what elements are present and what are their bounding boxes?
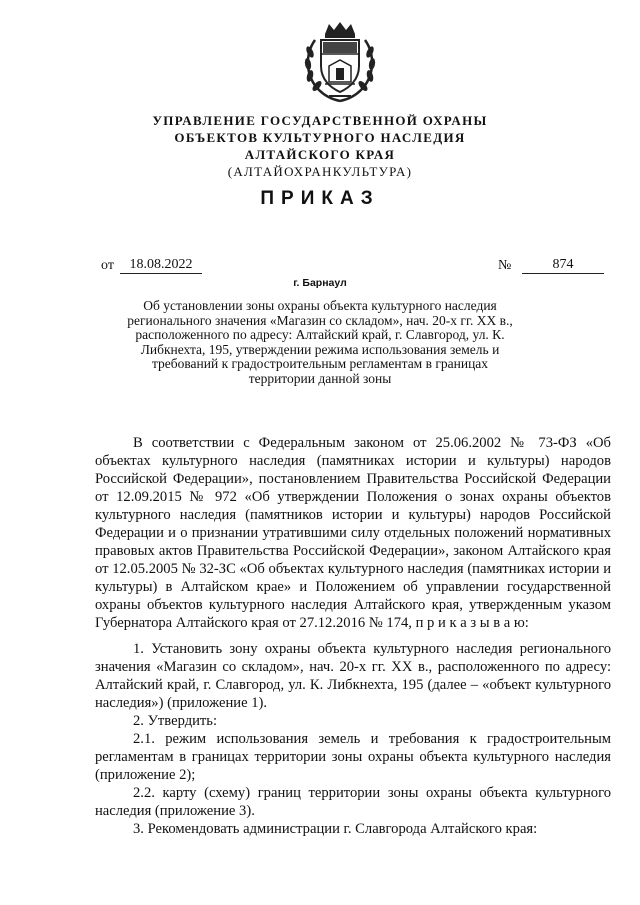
document-city: г. Барнаул [293,277,347,289]
document-number: 874 [522,256,604,274]
item-1-paragraph: 1. Установить зону охраны объекта культурного наследия регионального значения «Магазин со складом», нач. 20-х гг. XX в., расположенного по адресу: Алтайский край, г. Славгород, ул. К. Либкнехта, 195 (далее – «объект культурного наследия») (приложение 1). [95,641,611,711]
item-2-paragraph: 2. Утвердить: [133,713,218,729]
agency-name-line-1: УПРАВЛЕНИЕ ГОСУДАРСТВЕННОЙ ОХРАНЫ [152,113,488,128]
document-date: 18.08.2022 [120,256,202,274]
document-title: ПРИКАЗ [260,188,380,209]
number-prefix: № [498,258,512,273]
item-3-paragraph: 3. Рекомендовать администрации г. Славгорода Алтайского края: [133,821,538,837]
document-subject: Об установлении зоны охраны объекта культурного наследия регионального значения «Магазин со складом», нач. 20-х гг. XX в., расположенного по адресу: Алтайский край, г. Славгород, ул. К. Либкнехта, 195, утверждении режима использования земель и требований к градостроительным регламентам в границах территории данной зоны [127,298,513,386]
item-2-2-paragraph: 2.2. карту (схему) границ территории зоны охраны объекта культурного наследия (приложение 3). [95,785,611,819]
date-prefix: от [101,258,114,273]
agency-name-line-3: АЛТАЙСКОГО КРАЯ [244,147,396,162]
item-2-1-paragraph: 2.1. режим использования земель и требования к градостроительным регламентам в границах территории зоны охраны объекта культурного наследия (приложение 2); [95,731,611,783]
agency-short-name: (АЛТАЙОХРАНКУЛЬТУРА) [227,164,413,179]
preamble-paragraph: В соответствии с Федеральным законом от 25.06.2002 № 73-ФЗ «Об объектах культурного наследия (памятниках истории и культуры) народов Российской Федерации», постановлением Правительства Российской Федерации от 12.09.2015 № 972 «Об утверждении Положения о зонах охраны объектов культурного наследия (памятников истории и культуры) народов Российской Федерации и о признании утратившими силу отдельных положений нормативных правовых актов Правительства Российской Федерации», законом Алтайского края от 12.05.2005 № 32-ЗС «Об объектах культурного наследия (памятниках истории и культуры) в Алтайском крае» и Положением об управлении государственной охраны объектов культурного наследия Алтайского края, утвержденным указом Губернатора Алтайского края от 27.12.2016 № 174, п р и к а з ы в а ю: [95,435,611,631]
agency-name-line-2: ОБЪЕКТОВ КУЛЬТУРНОГО НАСЛЕДИЯ [174,130,466,145]
altai-krai-coat-of-arms-icon [301,20,379,104]
